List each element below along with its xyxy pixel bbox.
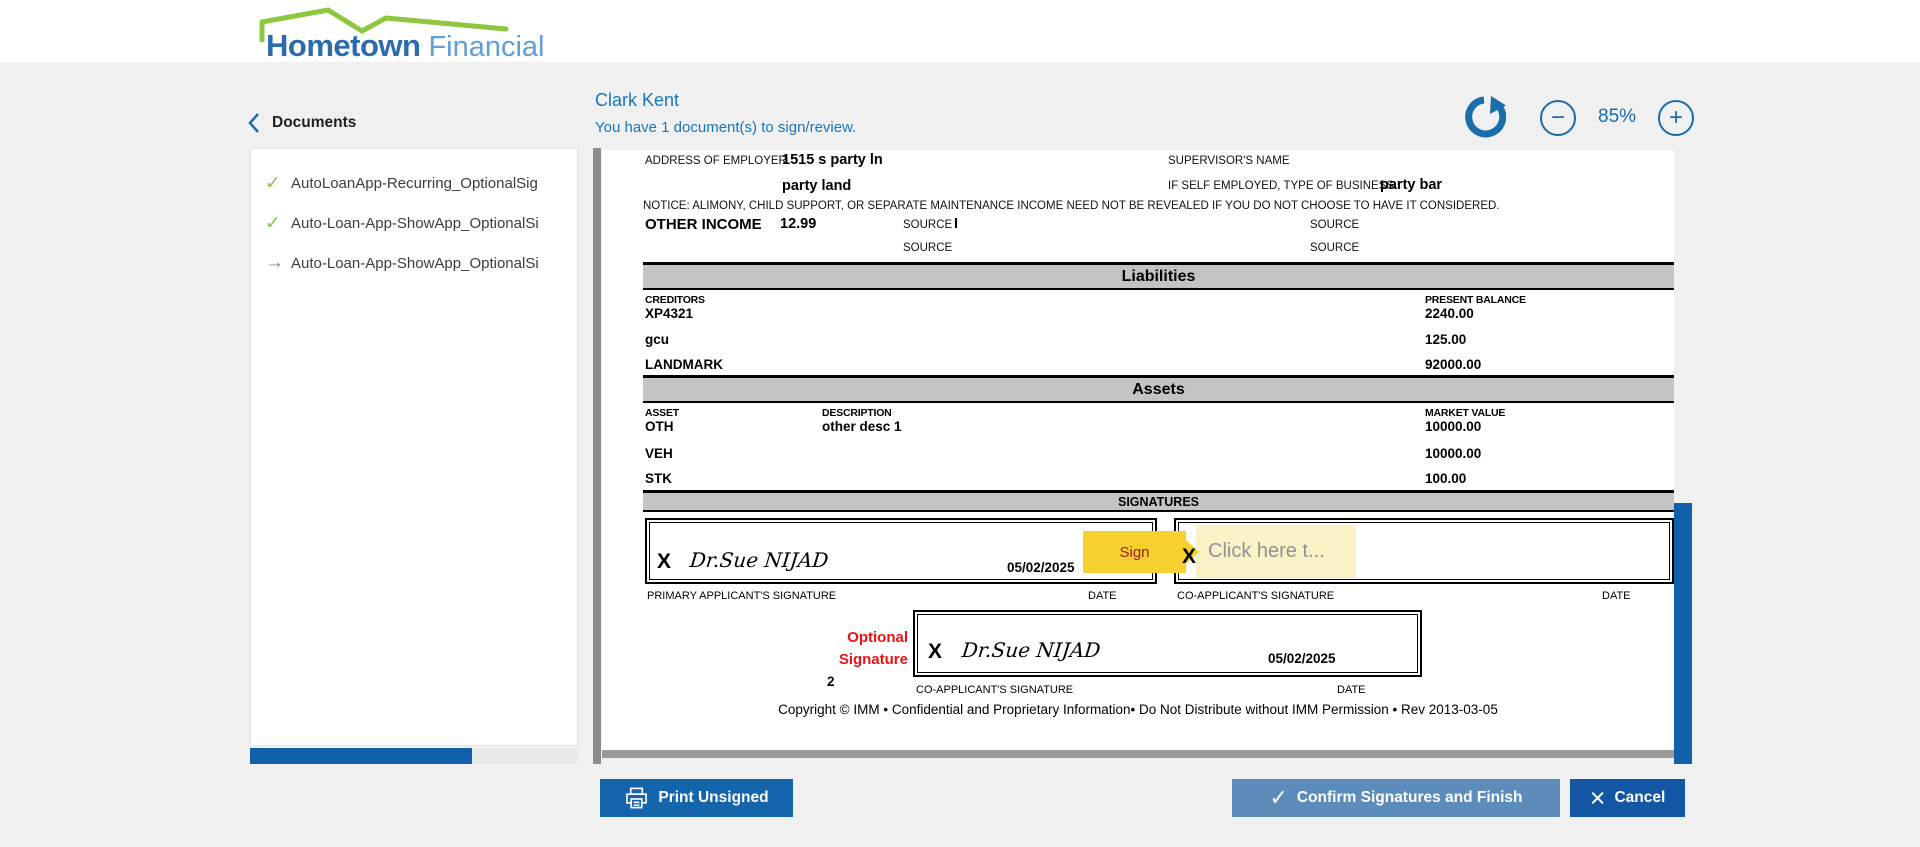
- creditor-cell: XP4321: [645, 306, 694, 321]
- creditors-column-header: CREDITORS: [645, 294, 705, 306]
- document-list-item-3[interactable]: [251, 243, 578, 283]
- source-label-3: SOURCE: [903, 242, 953, 254]
- brand-name-secondary: Financial: [428, 31, 545, 63]
- document-bottom-scrollbar[interactable]: [602, 750, 1674, 758]
- brand-logo: [214, 4, 545, 63]
- optional-signature-number: 2: [827, 674, 835, 689]
- self-employed-label: IF SELF EMPLOYED, TYPE OF BUSINESS: [1168, 180, 1395, 192]
- document-page: [602, 150, 1674, 750]
- confirm-signatures-label: Confirm Signatures and Finish: [1296, 789, 1523, 806]
- source-value-1: I: [954, 216, 959, 232]
- other-income-label: OTHER INCOME: [645, 216, 762, 233]
- market-value-column-header: MARKET VALUE: [1425, 407, 1506, 419]
- sign-here-placeholder: Click here t...: [1208, 540, 1325, 562]
- cancel-button[interactable]: [1570, 779, 1685, 817]
- creditor-cell: LANDMARK: [645, 357, 723, 372]
- signature-x-mark: X: [1182, 545, 1197, 568]
- source-label-2: SOURCE: [1310, 219, 1360, 231]
- value-cell: 10000.00: [1425, 446, 1482, 461]
- print-unsigned-button[interactable]: [600, 779, 793, 817]
- description-column-header: DESCRIPTION: [822, 407, 892, 419]
- current-arrow-icon: →: [265, 252, 284, 273]
- signer-name: Clark Kent: [595, 90, 680, 110]
- confirm-check-icon: ✓: [1269, 785, 1288, 810]
- document-list-item-2[interactable]: [251, 203, 578, 243]
- primary-signature-box[interactable]: [645, 518, 1157, 584]
- document-name: Auto-Loan-App-ShowApp_OptionalSi: [291, 214, 539, 232]
- value-cell: 100.00: [1425, 471, 1467, 486]
- optional-signature-label-under: CO-APPLICANT'S SIGNATURE: [916, 684, 1074, 696]
- sign-tab-label: Sign: [1119, 543, 1150, 561]
- coapplicant-date-label: DATE: [1602, 590, 1631, 602]
- balance-cell: 125.00: [1425, 332, 1467, 347]
- liabilities-section-band: [643, 262, 1674, 290]
- signed-check-icon: ✓: [265, 212, 281, 234]
- coapplicant-signature-label: CO-APPLICANT'S SIGNATURE: [1177, 590, 1335, 602]
- description-cell: other desc 1: [822, 419, 902, 434]
- address-of-employer-label: ADDRESS OF EMPLOYER: [645, 155, 787, 167]
- document-name: Auto-Loan-App-ShowApp_OptionalSi: [291, 254, 539, 272]
- optional-signature-script: Dr.Sue NIJAD: [960, 638, 1102, 662]
- documents-status-message: You have 1 document(s) to sign/review.: [595, 119, 857, 136]
- liabilities-title: Liabilities: [1121, 268, 1196, 285]
- print-unsigned-label: Print Unsigned: [658, 789, 769, 806]
- primary-signature-script: Dr.Sue NIJAD: [688, 548, 830, 572]
- self-employed-value: party bar: [1380, 177, 1443, 193]
- sign-here-field[interactable]: [1196, 525, 1356, 578]
- rotate-refresh-button[interactable]: [1462, 95, 1506, 144]
- signature-x-mark: X: [928, 640, 943, 663]
- assets-title: Assets: [1132, 381, 1185, 398]
- signatures-section-band: [643, 490, 1674, 512]
- plus-icon: +: [1668, 104, 1683, 131]
- zoom-out-button[interactable]: [1540, 100, 1576, 136]
- alimony-notice-text: NOTICE: ALIMONY, CHILD SUPPORT, OR SEPARATE MAINTENANCE INCOME NEED NOT BE REVEALED IF YOU DO NOT CHOOSE TO HAVE IT CONSIDERED.: [643, 200, 1500, 212]
- document-copyright: Copyright © IMM • Confidential and Proprietary Information• Do Not Distribute without IMM Permission • Rev 2013-03-05: [778, 702, 1498, 717]
- signed-check-icon: ✓: [265, 172, 281, 194]
- sign-tab-button[interactable]: [1083, 531, 1186, 573]
- document-name: AutoLoanApp-Recurring_OptionalSig: [291, 174, 538, 192]
- chevron-left-icon[interactable]: [248, 112, 260, 134]
- signatures-title: SIGNATURES: [1117, 495, 1200, 509]
- optional-date-label: DATE: [1337, 684, 1366, 696]
- document-list: [250, 148, 578, 746]
- asset-column-header: ASSET: [645, 407, 680, 419]
- source-label-1: SOURCE: [903, 219, 953, 231]
- address-line2-value: party land: [782, 178, 852, 194]
- balance-cell: 92000.00: [1425, 357, 1482, 372]
- supervisor-name-label: SUPERVISOR'S NAME: [1168, 155, 1290, 167]
- document-left-scrollbar[interactable]: [593, 148, 601, 764]
- zoom-in-button[interactable]: [1658, 100, 1694, 136]
- sidebar-horizontal-scrollbar[interactable]: [250, 748, 578, 764]
- assets-section-band: [643, 375, 1674, 403]
- document-vertical-scrollbar-thumb[interactable]: [1674, 503, 1692, 764]
- optional-signature-label: Optional Signature: [838, 629, 908, 668]
- signature-x-mark: X: [657, 550, 672, 573]
- zoom-level: 85%: [1598, 106, 1637, 127]
- present-balance-column-header: PRESENT BALANCE: [1425, 294, 1526, 306]
- primary-signature-label: PRIMARY APPLICANT'S SIGNATURE: [647, 590, 837, 602]
- other-income-value: 12.99: [780, 216, 817, 232]
- asset-cell: VEH: [645, 446, 673, 461]
- creditor-cell: gcu: [645, 332, 670, 347]
- asset-cell: STK: [645, 471, 672, 486]
- brand-name-primary: Hometown: [266, 28, 421, 63]
- minus-icon: −: [1550, 104, 1565, 131]
- optional-signature-date: 05/02/2025: [1268, 651, 1336, 666]
- cancel-x-icon: ×: [1589, 783, 1606, 813]
- optional-coapplicant-signature-box[interactable]: [913, 610, 1422, 677]
- address-of-employer-value: 1515 s party ln: [782, 152, 883, 168]
- confirm-signatures-button[interactable]: [1232, 779, 1560, 817]
- cancel-label: Cancel: [1614, 789, 1666, 806]
- primary-date-label: DATE: [1088, 590, 1117, 602]
- refresh-icon: [1462, 95, 1506, 139]
- document-list-item-1[interactable]: [251, 163, 578, 203]
- source-label-4: SOURCE: [1310, 242, 1360, 254]
- balance-cell: 2240.00: [1425, 306, 1474, 321]
- documents-panel-title: Documents: [272, 114, 357, 131]
- printer-icon: [624, 786, 649, 811]
- primary-signature-date: 05/02/2025: [1007, 560, 1075, 575]
- value-cell: 10000.00: [1425, 419, 1482, 434]
- asset-cell: OTH: [645, 419, 674, 434]
- sidebar-scrollbar-thumb[interactable]: [250, 748, 472, 764]
